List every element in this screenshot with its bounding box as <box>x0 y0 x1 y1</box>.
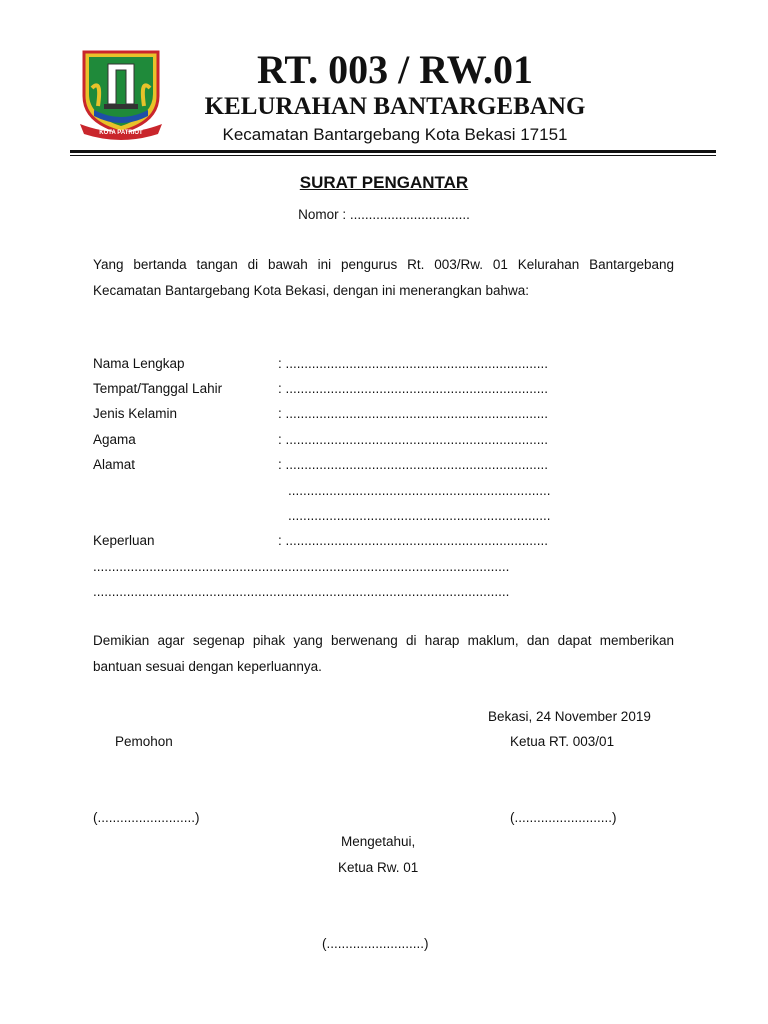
logo-ribbon-text: KOTA PATRIOT <box>99 130 143 136</box>
header-kecamatan: Kecamatan Bantargebang Kota Bekasi 17151 <box>222 125 568 144</box>
header-divider-thick <box>70 150 716 153</box>
kota-bekasi-logo <box>78 48 164 140</box>
ketua-rt-signature: (..........................) <box>510 810 617 825</box>
letter-title: SURAT PENGANTAR <box>299 173 469 192</box>
pemohon-signature: (..........................) <box>93 810 200 825</box>
header-divider-thin <box>70 155 716 156</box>
closing-paragraph: Demikian agar segenap pihak yang berwenang di harap maklum, dan dapat memberikan bantuan sesuai dengan keperluannya. <box>93 633 674 674</box>
letter-number: Nomor : ................................ <box>298 207 470 222</box>
field-value-keperluan: : ...................................................................... <box>278 533 549 548</box>
field-label-nama: Nama Lengkap <box>93 356 185 371</box>
header-title: RT. 003 / RW.01 <box>256 47 534 92</box>
field-value-alamat: : ...................................................................... <box>278 457 549 472</box>
ketua-rt-label: Ketua RT. 003/01 <box>510 734 615 749</box>
field-value-alamat-line3: ...................................................................... <box>288 508 551 523</box>
ketua-rw-signature: (..........................) <box>322 936 429 951</box>
field-label-jenis-kelamin: Jenis Kelamin <box>93 406 178 421</box>
field-value-jenis-kelamin: : ...................................................................... <box>278 406 549 421</box>
ketua-rw-label: Ketua Rw. 01 <box>338 860 419 875</box>
field-label-agama: Agama <box>93 432 136 447</box>
place-date: Bekasi, 24 November 2019 <box>488 709 651 724</box>
field-value-ttl: : ...................................................................... <box>278 381 549 396</box>
field-label-keperluan: Keperluan <box>93 533 155 548</box>
field-value-nama: : ...................................................................... <box>278 356 549 371</box>
header-kelurahan: KELURAHAN BANTARGEBANG <box>204 93 586 120</box>
mengetahui-label: Mengetahui, <box>341 834 416 849</box>
field-value-keperluan-line2: ............................................................................................................... <box>93 559 510 574</box>
field-value-alamat-line2: ...................................................................... <box>288 483 551 498</box>
field-label-ttl: Tempat/Tanggal Lahir <box>93 381 223 396</box>
pemohon-label: Pemohon <box>115 734 173 749</box>
intro-paragraph: Yang bertanda tangan di bawah ini pengurus Rt. 003/Rw. 01 Kelurahan Bantargebang Kecamatan Bantargebang Kota Bekasi, dengan ini menerangkan bahwa: <box>93 257 674 298</box>
field-value-agama: : ...................................................................... <box>278 432 549 447</box>
field-label-alamat: Alamat <box>93 457 136 472</box>
field-value-keperluan-line3: ............................................................................................................... <box>93 584 510 599</box>
